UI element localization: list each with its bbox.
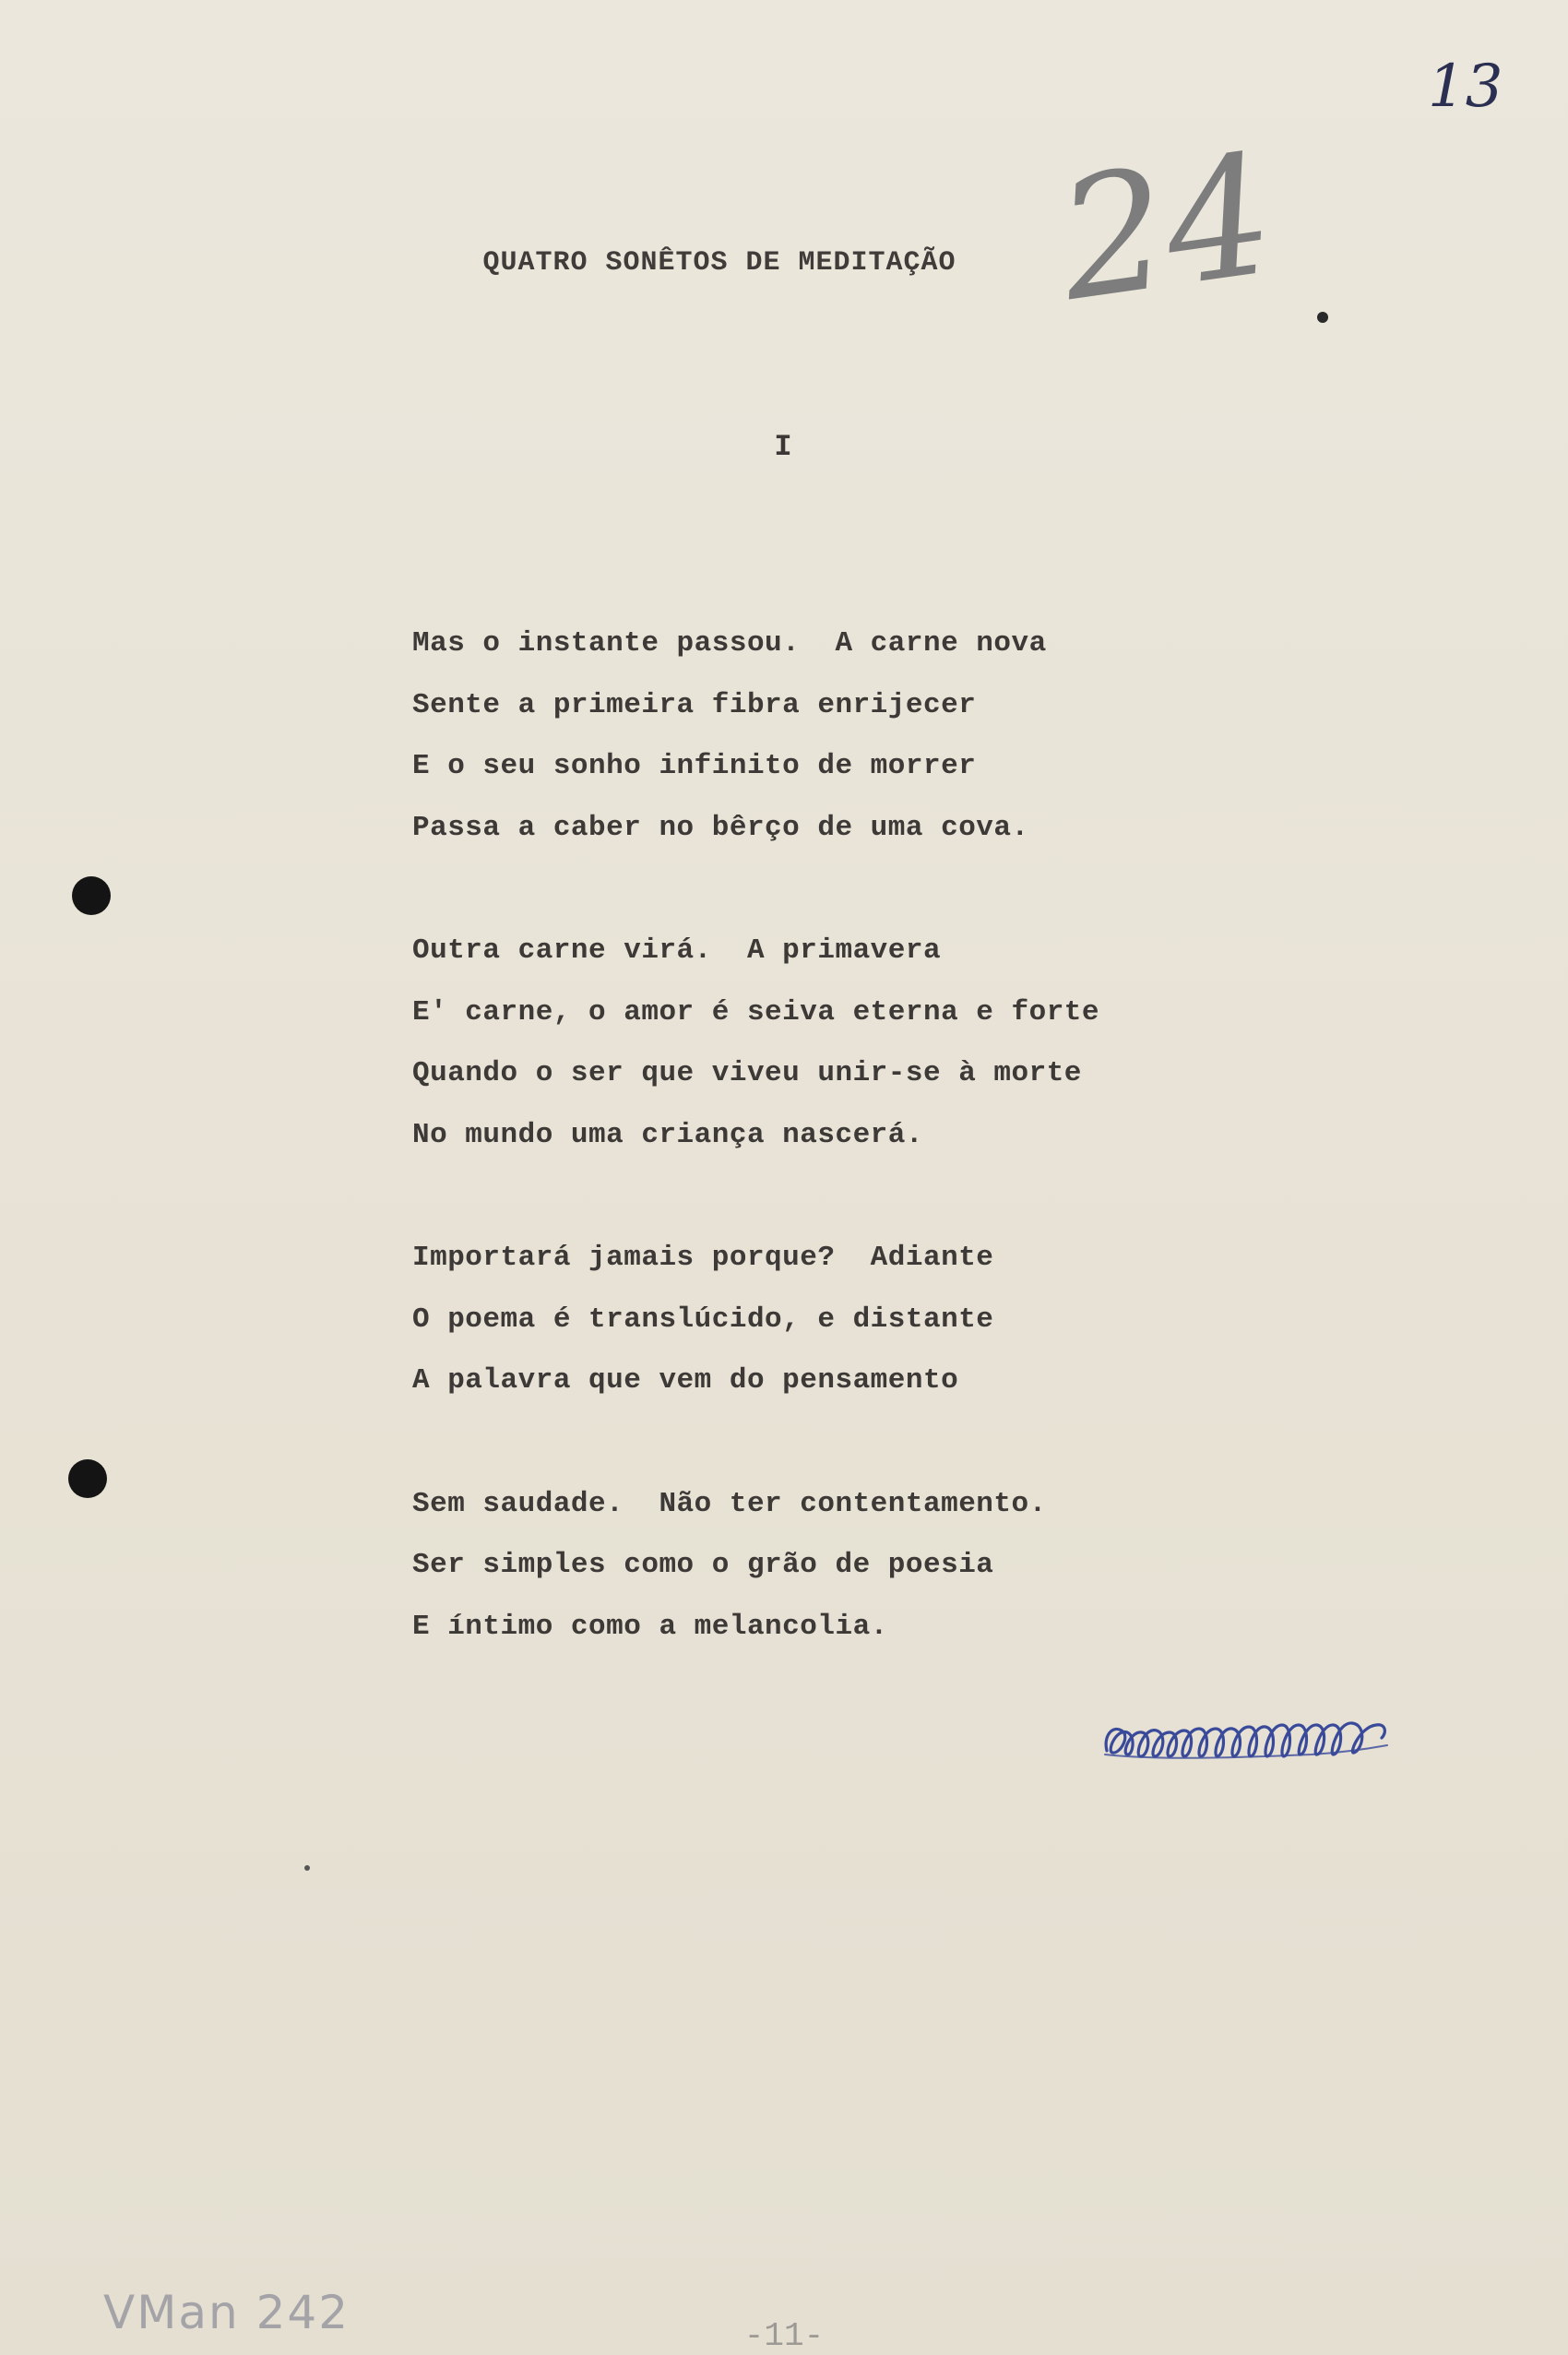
poem-line: O poema é translúcido, e distante xyxy=(412,1302,994,1336)
poem-line: Ser simples como o grão de poesia xyxy=(412,1549,994,1581)
archive-mark: VMan 242 xyxy=(103,2286,350,2339)
stanza-4 xyxy=(412,1474,1335,1659)
signature-scribble xyxy=(1099,1708,1395,1773)
section-numeral: I xyxy=(774,430,792,464)
poem-line: Passa a caber no bêrço de uma cova. xyxy=(412,811,1029,844)
poem-line: Sem saudade. Não ter contentamento. xyxy=(412,1487,1047,1520)
poem-line: E íntimo como a melancolia. xyxy=(412,1610,888,1643)
poem-title-container xyxy=(0,247,1568,279)
stanza-1 xyxy=(412,613,1335,859)
stanza-3 xyxy=(412,1228,1335,1412)
poem-line: E' carne, o amor é seiva eterna e forte xyxy=(412,995,1100,1029)
poem-line: Outra carne virá. A primavera xyxy=(412,934,942,967)
ink-mark xyxy=(304,1865,310,1871)
poem-title: QUATRO SONÊTOS DE MEDITAÇÃO xyxy=(482,247,956,279)
poem-line: Quando o ser que viveu unir-se à morte xyxy=(412,1057,1082,1089)
poem-line: A palavra que vem do pensamento xyxy=(412,1364,959,1397)
poem-line: Importará jamais porque? Adiante xyxy=(412,1242,994,1274)
poem-body xyxy=(412,613,1335,1719)
punch-hole xyxy=(72,876,111,915)
handwritten-number: 24 xyxy=(1048,118,1285,339)
page-number: -11- xyxy=(743,2317,825,2355)
section-numeral-container xyxy=(0,430,1568,464)
poem-line: E o seu sonho infinito de morrer xyxy=(412,750,977,782)
folio-number: 13 xyxy=(1428,53,1503,121)
stanza-2 xyxy=(412,921,1335,1166)
poem-line: No mundo uma criança nascerá. xyxy=(412,1118,923,1151)
poem-line: Sente a primeira fibra enrijecer xyxy=(412,688,977,721)
punch-hole xyxy=(68,1459,107,1498)
ink-mark xyxy=(1317,312,1328,323)
poem-line: Mas o instante passou. A carne nova xyxy=(412,627,1047,660)
